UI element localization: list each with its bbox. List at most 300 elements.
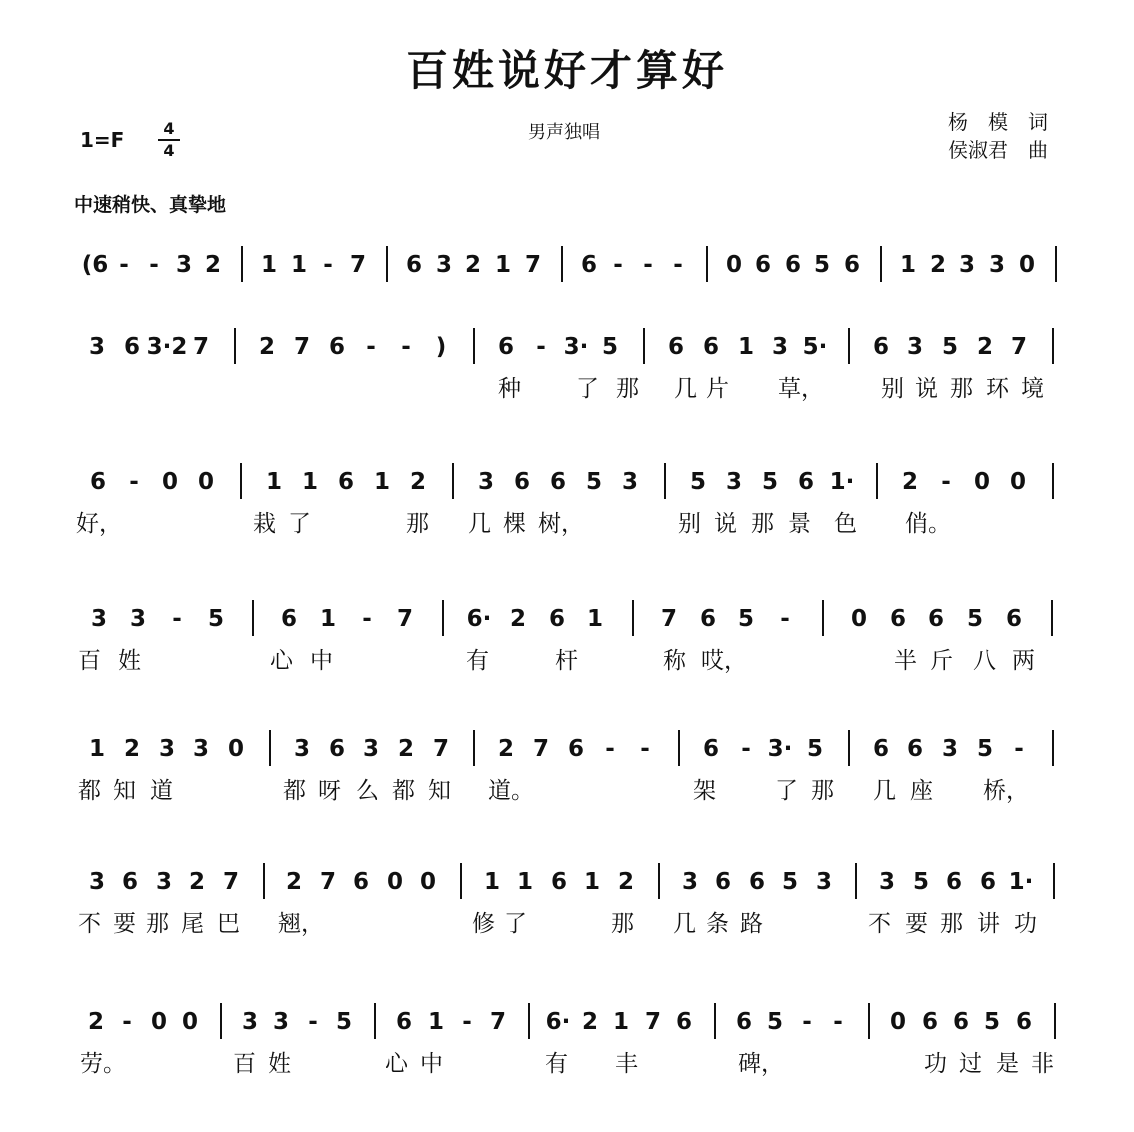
note: 5 <box>806 736 824 762</box>
note: 6 <box>784 252 802 278</box>
note: - <box>833 1009 843 1035</box>
note: - <box>605 736 615 762</box>
lyric-syllable: 那 <box>940 911 963 937</box>
lyric-syllable: 讲 <box>977 911 1000 937</box>
lyric-syllable: 中 <box>310 648 333 674</box>
note: 6 <box>952 1009 970 1035</box>
note: 1 <box>319 606 337 632</box>
note: 6 <box>395 1009 413 1035</box>
lyric-syllable: 棵 <box>503 511 526 537</box>
note: 6 <box>699 606 717 632</box>
note: 7 <box>293 334 311 360</box>
note: - <box>149 252 159 278</box>
lyric-syllable: 那 <box>811 778 834 804</box>
lyric-syllable: 道 <box>150 778 173 804</box>
note: 6 <box>675 1009 693 1035</box>
lyric-syllable: 丰 <box>615 1051 638 1077</box>
lyric-syllable: 了 <box>775 778 798 804</box>
composer-credit: 侯淑君 曲 <box>948 138 1048 162</box>
note: 0 <box>386 869 404 895</box>
bar-line <box>561 246 563 282</box>
note: 7 <box>532 736 550 762</box>
note: - <box>119 252 129 278</box>
note: 0 <box>150 1009 168 1035</box>
lyric-syllable: 知 <box>113 778 136 804</box>
bar-line <box>880 246 882 282</box>
bar-line <box>241 246 243 282</box>
note: 1 <box>899 252 917 278</box>
note: 3 <box>90 606 108 632</box>
note: 1· <box>1008 869 1034 895</box>
note: 3 <box>155 869 173 895</box>
note: 3 <box>477 469 495 495</box>
lyric-syllable: 了 <box>576 376 599 402</box>
lyric-line <box>0 1045 1134 1085</box>
bar-line <box>460 863 462 899</box>
note: 3 <box>241 1009 259 1035</box>
note: 5 <box>983 1009 1001 1035</box>
bar-line <box>855 863 857 899</box>
lyric-syllable: 几 <box>468 511 491 537</box>
note: - <box>401 334 411 360</box>
note: 7 <box>192 334 210 360</box>
bar-line <box>658 863 660 899</box>
note: 6 <box>328 334 346 360</box>
note: 6 <box>797 469 815 495</box>
note: 0 <box>181 1009 199 1035</box>
bar-line <box>528 1003 530 1039</box>
note: 1· <box>829 469 855 495</box>
note: 6 <box>121 869 139 895</box>
note: 5· <box>802 334 828 360</box>
bar-line <box>822 600 824 636</box>
lyric-syllable: 要 <box>113 911 136 937</box>
note: 6 <box>843 252 861 278</box>
lyric-syllable: 别 <box>678 511 701 537</box>
staff-system-7 <box>0 995 1134 1115</box>
bar-line <box>868 1003 870 1039</box>
lyric-syllable: 半 <box>894 648 917 674</box>
note: 2 <box>929 252 947 278</box>
note: - <box>323 252 333 278</box>
note: 6 <box>872 736 890 762</box>
note: 3 <box>175 252 193 278</box>
note: 3 <box>815 869 833 895</box>
lyric-syllable: 知 <box>428 778 451 804</box>
note: 5 <box>761 469 779 495</box>
note: 0 <box>973 469 991 495</box>
lyric-line <box>0 905 1134 945</box>
lyric-syllable: 几 <box>873 778 896 804</box>
tempo-marking: 中速稍快、真挚地 <box>74 194 227 216</box>
bar-line <box>1054 1003 1056 1039</box>
note: 3 <box>941 736 959 762</box>
note: 2 <box>87 1009 105 1035</box>
performance-type: 男声独唱 <box>528 122 600 143</box>
note: - <box>941 469 951 495</box>
note: - <box>462 1009 472 1035</box>
note: 6 <box>702 334 720 360</box>
note: 7 <box>396 606 414 632</box>
lyric-syllable: 不 <box>78 911 101 937</box>
note: 6 <box>872 334 890 360</box>
lyric-syllable: 不 <box>868 911 891 937</box>
note: 6 <box>921 1009 939 1035</box>
note: 6 <box>945 869 963 895</box>
note: 0 <box>889 1009 907 1035</box>
note: 1 <box>483 869 501 895</box>
lyric-syllable: 片 <box>706 376 729 402</box>
note: - <box>741 736 751 762</box>
note: 0 <box>725 252 743 278</box>
note: 1 <box>260 252 278 278</box>
note: 6 <box>748 869 766 895</box>
lyric-syllable: 环 <box>986 376 1009 402</box>
note: 0 <box>850 606 868 632</box>
lyric-syllable: 翘， <box>278 911 324 937</box>
note: 7 <box>660 606 678 632</box>
note: 6 <box>337 469 355 495</box>
lyric-line <box>0 772 1134 812</box>
note: - <box>308 1009 318 1035</box>
note: 5 <box>335 1009 353 1035</box>
lyric-syllable: 修 <box>472 911 495 937</box>
note: 7 <box>432 736 450 762</box>
note: 6 <box>906 736 924 762</box>
note: 7 <box>489 1009 507 1035</box>
note: 7 <box>222 869 240 895</box>
note: 3 <box>129 606 147 632</box>
note: - <box>673 252 683 278</box>
lyric-syllable: 尾 <box>181 911 204 937</box>
lyric-syllable: 座 <box>910 778 933 804</box>
lyric-syllable: 路 <box>740 911 763 937</box>
note: 6 <box>280 606 298 632</box>
note: 0 <box>227 736 245 762</box>
note: 2 <box>204 252 222 278</box>
bar-line <box>220 1003 222 1039</box>
note: 6 <box>567 736 585 762</box>
meter-numerator: 4 <box>163 119 175 138</box>
note: 3 <box>878 869 896 895</box>
note: 2 <box>581 1009 599 1035</box>
lyric-syllable: 色 <box>834 511 857 537</box>
note: 0 <box>1009 469 1027 495</box>
lyric-syllable: 巴 <box>217 911 240 937</box>
staff-system-4 <box>0 592 1134 712</box>
note: 3 <box>362 736 380 762</box>
lyric-syllable: 那 <box>406 511 429 537</box>
note: 6 <box>754 252 772 278</box>
note: - <box>129 469 139 495</box>
lyric-syllable: 哎， <box>701 648 747 674</box>
note: - <box>643 252 653 278</box>
note: 7 <box>319 869 337 895</box>
bar-line <box>263 863 265 899</box>
note: 6 <box>1005 606 1023 632</box>
note: 3 <box>988 252 1006 278</box>
lyric-syllable: 称 <box>663 648 686 674</box>
note: 3 <box>88 869 106 895</box>
lyric-syllable: 过 <box>959 1051 982 1077</box>
bar-line <box>706 246 708 282</box>
lyric-syllable: 几 <box>673 911 696 937</box>
note: 2 <box>497 736 515 762</box>
note: 5 <box>207 606 225 632</box>
note: 3 <box>272 1009 290 1035</box>
lyric-syllable: 那 <box>611 911 634 937</box>
lyric-syllable: 了 <box>504 911 527 937</box>
lyric-syllable: 条 <box>706 911 729 937</box>
note: 0 <box>197 469 215 495</box>
note: 3 <box>958 252 976 278</box>
note: 1 <box>427 1009 445 1035</box>
note: - <box>362 606 372 632</box>
staff-system-6 <box>0 855 1134 975</box>
note: 0 <box>161 469 179 495</box>
note: 3 <box>906 334 924 360</box>
note: 7 <box>644 1009 662 1035</box>
lyric-syllable: 两 <box>1012 648 1035 674</box>
lyric-syllable: 桥， <box>983 778 1029 804</box>
note: 6 <box>889 606 907 632</box>
note: 1 <box>290 252 308 278</box>
lyric-line <box>0 505 1134 545</box>
bar-line <box>1052 328 1054 364</box>
lyric-syllable: 碑， <box>738 1051 784 1077</box>
note: 1 <box>265 469 283 495</box>
note: - <box>536 334 546 360</box>
note: 6· <box>545 1009 571 1035</box>
note: 1 <box>586 606 604 632</box>
lyric-syllable: 都 <box>78 778 101 804</box>
lyric-syllable: 那 <box>146 911 169 937</box>
lyric-line <box>0 370 1134 410</box>
note: 5 <box>689 469 707 495</box>
lyric-syllable: 道。 <box>488 778 534 804</box>
note: 2 <box>617 869 635 895</box>
staff-system-3 <box>0 455 1134 575</box>
note: - <box>780 606 790 632</box>
note: ) <box>435 334 447 360</box>
lyric-syllable: 要 <box>905 911 928 937</box>
bar-line <box>374 1003 376 1039</box>
note: 6 <box>352 869 370 895</box>
note: 5 <box>813 252 831 278</box>
note: 6 <box>702 736 720 762</box>
note: 3 <box>293 736 311 762</box>
note: 6 <box>927 606 945 632</box>
lyric-syllable: 百 <box>233 1051 256 1077</box>
note: 0 <box>419 869 437 895</box>
note: 5 <box>766 1009 784 1035</box>
note: 5 <box>941 334 959 360</box>
note: 3· <box>563 334 589 360</box>
lyric-syllable: 心 <box>270 648 293 674</box>
lyric-syllable: 中 <box>420 1051 443 1077</box>
lyric-syllable: 姓 <box>268 1051 291 1077</box>
lyric-syllable: 么 <box>356 778 379 804</box>
note: 5 <box>737 606 755 632</box>
lyric-syllable: 种 <box>498 376 521 402</box>
note: 1 <box>88 736 106 762</box>
note: 6 <box>714 869 732 895</box>
lyric-syllable: 境 <box>1021 376 1044 402</box>
note: 3 <box>725 469 743 495</box>
note: 6 <box>735 1009 753 1035</box>
note: 5 <box>601 334 619 360</box>
lyric-syllable: 那 <box>751 511 774 537</box>
lyric-syllable: 姓 <box>118 648 141 674</box>
note: 5 <box>966 606 984 632</box>
note: 2 <box>976 334 994 360</box>
bar-line <box>876 463 878 499</box>
lyric-syllable: 俏。 <box>905 511 951 537</box>
note: 2 <box>509 606 527 632</box>
lyric-syllable: 功 <box>924 1051 947 1077</box>
note: 1 <box>494 252 512 278</box>
note: 6 <box>548 606 566 632</box>
note: 6 <box>549 469 567 495</box>
bar-line <box>714 1003 716 1039</box>
bar-line <box>240 463 242 499</box>
bar-line <box>473 730 475 766</box>
note: 2 <box>901 469 919 495</box>
song-title: 百姓说好才算好 <box>405 46 728 95</box>
key-signature: 1=F <box>80 128 125 152</box>
bar-line <box>252 600 254 636</box>
lyric-syllable: 几 <box>674 376 697 402</box>
note: 3 <box>435 252 453 278</box>
note: 6 <box>580 252 598 278</box>
bar-line <box>1052 463 1054 499</box>
lyric-syllable: 有 <box>466 648 489 674</box>
lyric-syllable: 有 <box>545 1051 568 1077</box>
lyric-syllable: 栽 <box>253 511 276 537</box>
note: 1 <box>583 869 601 895</box>
lyric-syllable: 斤 <box>930 648 953 674</box>
note: - <box>122 1009 132 1035</box>
note: 7 <box>349 252 367 278</box>
bar-line <box>386 246 388 282</box>
note: 5 <box>585 469 603 495</box>
lyric-syllable: 都 <box>283 778 306 804</box>
lyric-syllable: 百 <box>78 648 101 674</box>
note: 6 <box>667 334 685 360</box>
lyric-syllable: 那 <box>950 376 973 402</box>
bar-line <box>234 328 236 364</box>
note: 6 <box>550 869 568 895</box>
lyric-syllable: 树， <box>538 511 584 537</box>
note: 1 <box>737 334 755 360</box>
bar-line <box>452 463 454 499</box>
bar-line <box>848 328 850 364</box>
note: 0 <box>1018 252 1036 278</box>
notation-line <box>0 238 1134 298</box>
note: 6 <box>328 736 346 762</box>
note: 6 <box>513 469 531 495</box>
bar-line <box>678 730 680 766</box>
bar-line <box>1052 730 1054 766</box>
staff-system-2 <box>0 320 1134 440</box>
bar-line <box>848 730 850 766</box>
note: - <box>366 334 376 360</box>
note: 2 <box>258 334 276 360</box>
time-signature <box>158 120 180 160</box>
note: 2 <box>397 736 415 762</box>
lyric-syllable: 是 <box>996 1051 1019 1077</box>
note: 7 <box>1010 334 1028 360</box>
note: 3· <box>767 736 793 762</box>
note: 6 <box>123 334 141 360</box>
bar-line <box>1055 246 1057 282</box>
note: 3 <box>771 334 789 360</box>
note: 6 <box>497 334 515 360</box>
note: 3 <box>621 469 639 495</box>
bar-line <box>632 600 634 636</box>
bar-line <box>1053 863 1055 899</box>
note: 1 <box>373 469 391 495</box>
lyric-syllable: 非 <box>1031 1051 1054 1077</box>
lyric-syllable: 说 <box>915 376 938 402</box>
note: 2 <box>123 736 141 762</box>
note: 5 <box>781 869 799 895</box>
note: 7 <box>524 252 542 278</box>
note: 3 <box>88 334 106 360</box>
lyric-syllable: 杆 <box>555 648 578 674</box>
note: - <box>172 606 182 632</box>
note: 1 <box>612 1009 630 1035</box>
note: 6 <box>405 252 423 278</box>
note: 2 <box>409 469 427 495</box>
lyric-syllable: 景 <box>788 511 811 537</box>
note: 2 <box>285 869 303 895</box>
bar-line <box>442 600 444 636</box>
note: 2 <box>464 252 482 278</box>
note: 3 <box>158 736 176 762</box>
lyric-syllable: 了 <box>288 511 311 537</box>
lyric-syllable: 说 <box>714 511 737 537</box>
note: - <box>640 736 650 762</box>
bar-line <box>1051 600 1053 636</box>
note: 6 <box>1015 1009 1033 1035</box>
note: - <box>613 252 623 278</box>
lyric-syllable: 架 <box>693 778 716 804</box>
lyricist-credit: 杨 模 词 <box>948 110 1048 134</box>
lyric-syllable: 那 <box>616 376 639 402</box>
note: 6· <box>466 606 492 632</box>
bar-line <box>269 730 271 766</box>
note: 1 <box>301 469 319 495</box>
note: 3 <box>681 869 699 895</box>
bar-line <box>643 328 645 364</box>
lyric-syllable: 心 <box>385 1051 408 1077</box>
note: 5 <box>912 869 930 895</box>
note: 6 <box>89 469 107 495</box>
note: - <box>1014 736 1024 762</box>
note: - <box>802 1009 812 1035</box>
note: (6 <box>81 252 109 278</box>
bar-line <box>473 328 475 364</box>
lyric-syllable: 别 <box>881 376 904 402</box>
note: 1 <box>516 869 534 895</box>
lyric-syllable: 草， <box>778 376 824 402</box>
staff-system-5 <box>0 722 1134 842</box>
meter-denominator: 4 <box>163 141 175 160</box>
lyric-line <box>0 642 1134 682</box>
note: 3·2 <box>146 334 188 360</box>
lyric-syllable: 呀 <box>318 778 341 804</box>
